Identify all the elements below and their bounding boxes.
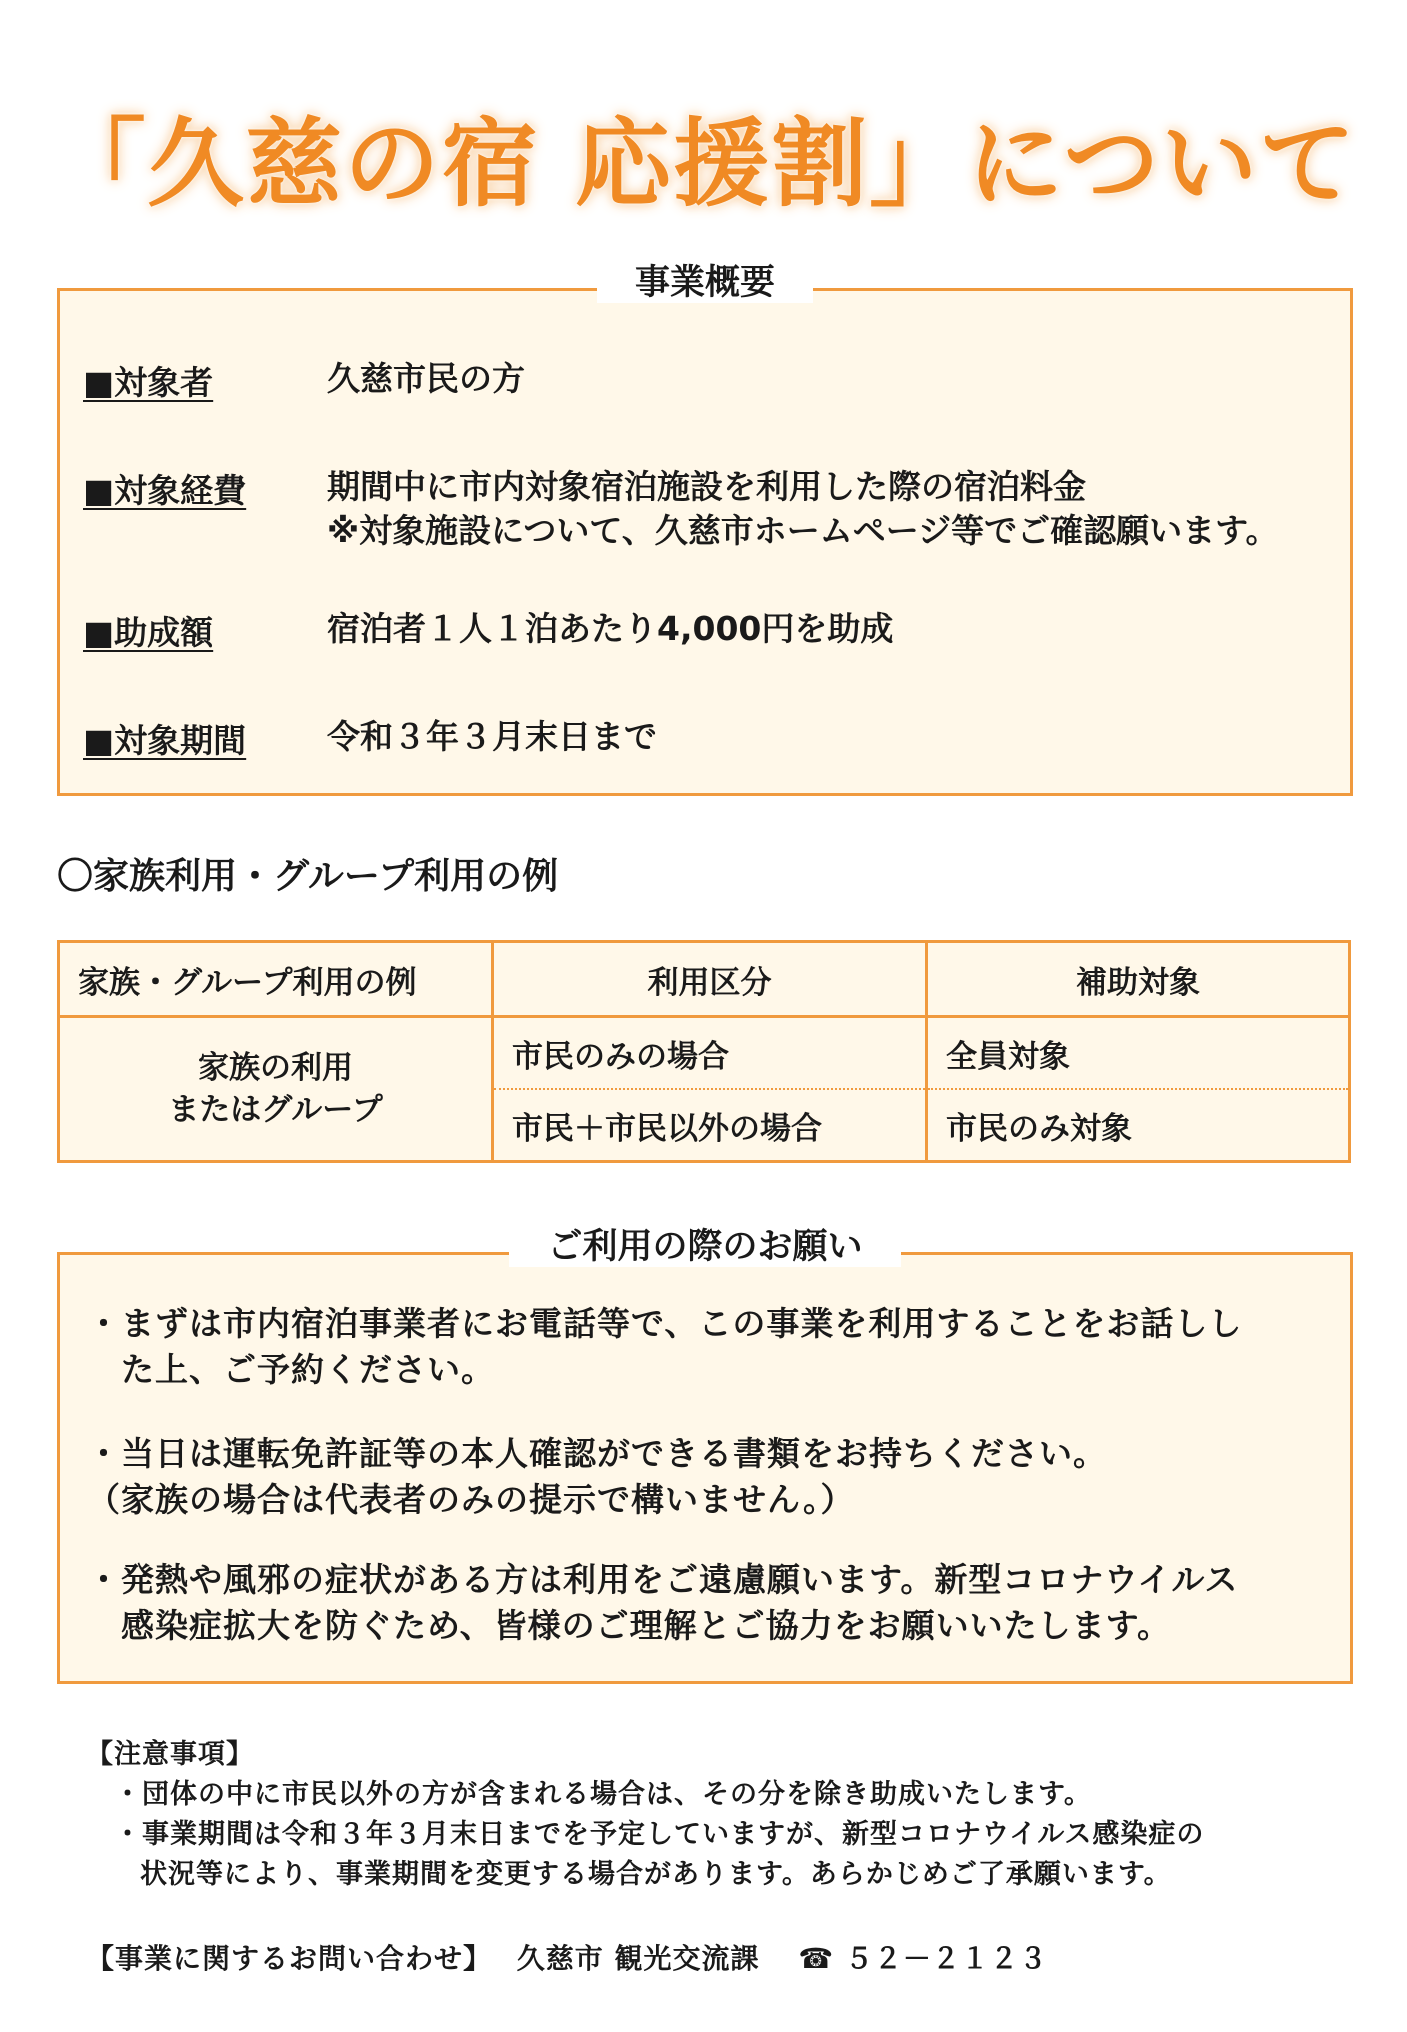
overview-row-expense [83,465,1278,553]
page-title: 「久慈の宿 応援割」について [49,108,1358,220]
overview-row-amount [83,607,893,654]
request-item: ・発熱や風邪の症状がある方は利用をご遠慮願います。新型コロナウイルス 感染症拡大を防ぐため、皆様のご理解とご協力をお願いいたします。 [87,1560,1239,1645]
row-key: ■対象経費 [83,471,247,510]
example-table [57,940,1351,1163]
note-item-continued: 状況等により、事業期間を変更する場合があります。あらかじめご了承願います。 [140,1859,1172,1890]
table-cell: 全員対象 [927,1017,1350,1090]
contact-label: 【事業に関するお問い合わせ】 [86,1942,493,1975]
table-header: 利用区分 [493,942,927,1017]
requests-box [57,1227,1353,1684]
note-item: ・団体の中に市民以外の方が含まれる場合は、その分を除き助成いたします。 [114,1779,1092,1810]
note-item: ・事業期間は令和３年３月末日までを予定していますが、新型コロナウイルス感染症の [114,1819,1205,1850]
row-value: 久慈市民の方 [327,359,525,398]
contact-phone: ５２－２１２３ [844,1942,1048,1975]
table-cell: 市民＋市民以外の場合 [493,1089,927,1162]
row-value: 令和３年３月末日まで [327,717,657,756]
table-header: 補助対象 [927,942,1350,1017]
requests-label: ご利用の際のお願い [60,1219,1350,1269]
contact-org: 久慈市 観光交流課 [516,1942,760,1975]
row-key: ■対象期間 [83,721,247,760]
table-cell: 市民のみ対象 [927,1089,1350,1162]
table-group-cell: 家族の利用 またはグループ [59,1017,493,1162]
row-key: ■助成額 [83,613,214,652]
phone-icon: ☎ [798,1942,835,1975]
overview-row-target [83,357,525,404]
example-heading: 〇家族利用・グループ利用の例 [57,856,559,897]
overview-row-period [83,715,657,762]
table-cell: 市民のみの場合 [493,1017,927,1090]
overview-label: 事業概要 [60,255,1350,305]
request-item: ・当日は運転免許証等の本人確認ができる書類をお持ちください。 （家族の場合は代表者のみの提示で構いません。） [87,1434,1107,1519]
overview-box [57,263,1353,796]
contact-line [86,1937,1048,1977]
request-item: ・まずは市内宿泊事業者にお電話等で、この事業を利用することをお話しし た上、ご予約ください。 [87,1304,1243,1389]
row-value-note: ※対象施設について、久慈市ホームページ等でご確認願います。 [327,511,1279,550]
row-key: ■対象者 [83,363,214,402]
row-value: 期間中に市内対象宿泊施設を利用した際の宿泊料金 [327,467,1086,506]
table-header: 家族・グループ利用の例 [59,942,493,1017]
notes-section [86,1735,1204,1895]
notes-heading: 【注意事項】 [86,1739,254,1770]
row-value: 宿泊者１人１泊あたり4,000円を助成 [327,609,894,648]
